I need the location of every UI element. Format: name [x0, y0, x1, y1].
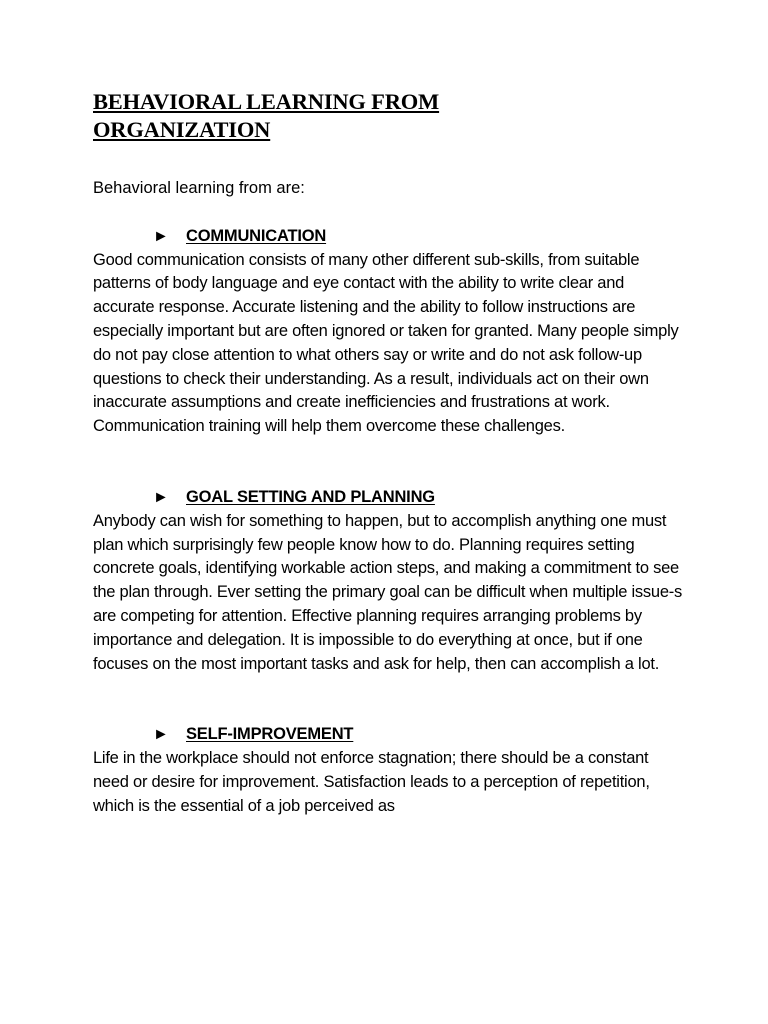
section-heading-label: COMMUNICATION [186, 226, 327, 245]
section-heading [93, 723, 683, 747]
document-page [93, 88, 683, 819]
section-heading [93, 486, 683, 510]
section-self-improvement [93, 723, 683, 818]
section-body: Life in the workplace should not enforce stagnation; there should be a constant need or desire for improvement. Satisfaction leads to a perception of repetition, which is the essential of a job perceived as [93, 749, 650, 815]
arrow-right-icon: ► [153, 227, 169, 245]
section-communication [93, 225, 683, 439]
section-body: Good communication consists of many other different sub-skills, from suitable patterns of body language and eye contact with the ability to write clear and accurate response. Accurate listening and the ability to follow instructions are especially important but are often ignored or taken for granted. Many people simply do not pay close attention to what others say or write and do not ask follow-up questions to check their understanding. As a result, individuals act on their own inaccurate assumptions and create inefficiencies and frustrations at work. Communication training will help them overcome these challenges. [93, 250, 679, 436]
section-heading-label: SELF-IMPROVEMENT [186, 725, 354, 744]
section-heading [93, 225, 683, 249]
section-goal-setting [93, 486, 683, 676]
section-heading-label: GOAL SETTING AND PLANNING [186, 487, 435, 506]
arrow-right-icon: ► [153, 726, 169, 744]
arrow-right-icon: ► [153, 488, 169, 506]
document-title: BEHAVIORAL LEARNING FROM ORGANIZATION [93, 89, 440, 142]
section-body: Anybody can wish for something to happen, but to accomplish anything one must plan which surprisingly few people know how to do. Planning requires setting concrete goals, identifying workable action steps, and making a commitment to see the plan through. Ever setting the primary goal can be difficult when multiple issue-s are competing for attention. Effective planning requires arranging problems by importance and delegation. It is impossible to do everything at once, but if one focuses on the most important tasks and ask for help, then can accomplish a lot. [93, 511, 683, 673]
intro-text: Behavioral learning from are: [93, 179, 305, 197]
